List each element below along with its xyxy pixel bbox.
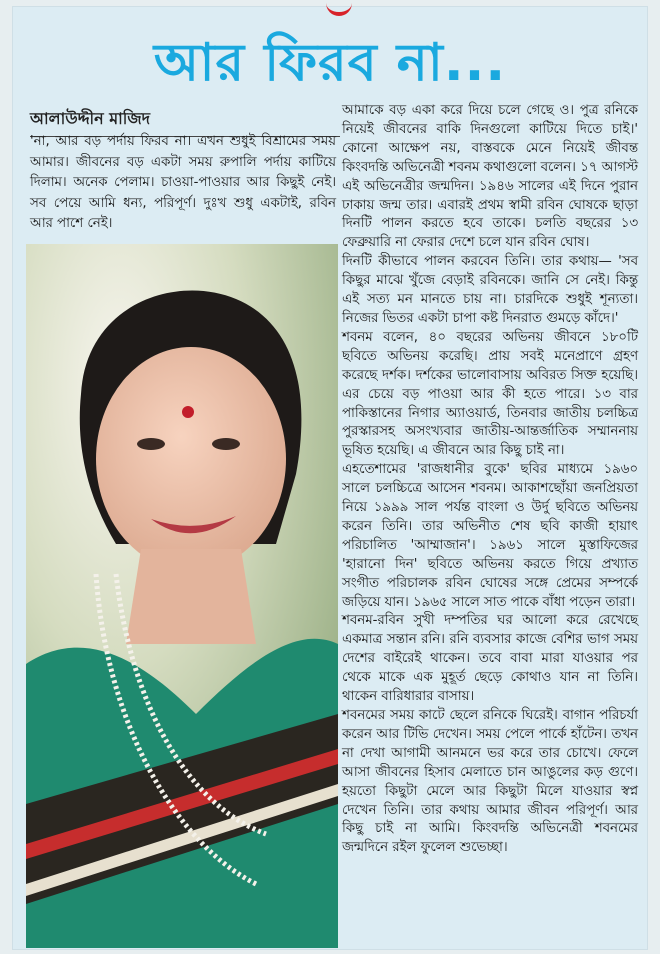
byline: আলাউদ্দীন মাজিদ <box>30 106 340 137</box>
paragraph: শবনম-রবিন সুখী দম্পতির ঘর আলো করে রেখেছে একমাত্র সন্তান রনি। রনি ব্যবসার কাজে বেশির ভাগ সময় দেশের বাইরেই থাকেন। তবে বাবা মারা যাওয়ার পর থেকে মাকে এক মুহূর্ত ছেড়ে কোথাও যান না তিনি। থাকেন বারিধারার বাসায়। <box>342 613 638 705</box>
paragraph: আমাকে বড় একা করে দিয়ে চলে গেছে ও। পুত্র রনিকে নিয়েই জীবনের বাকি দিনগুলো কাটিয়ে দিতে চাই।' কোনো আক্ষেপ নয়, বাস্তবকে মেনে নিয়েই জীবন্ত কিংবদন্তি অভিনেত্রী শবনম কথাগুলো বলেন। ১৭ আগস্ট এই অভিনেত্রীর জন্মদিন। ১৯৪৬ সালের এই দিনে পুরান ঢাকায় জন্ম তার। এবারই প্রথম স্বামী রবিন ঘোষকে ছাড়া দিনটি পালন করতে হবে তাকে। চলতি বছরের ১৩ ফেব্রুয়ারি না ফেরার দেশে চলে যান রবিন ঘোষ। <box>342 103 638 251</box>
paragraph: এহতেশামের 'রাজধানীর বুকে' ছবির মাধ্যমে ১৯৬০ সালে চলচ্চিত্রে আসেন শবনম। আকাশছোঁয়া জনপ্রিয়তা নিয়ে ১৯৯৯ সাল পর্যন্ত বাংলা ও উর্দু ছবিতে অভিনয় করেন তিনি। তার অভিনীত শেষ ছবি কাজী হায়াৎ পরিচালিত 'আম্মাজান'। ১৯৬১ সালে মুস্তাফিজের 'হারানো দিন' ছবিতে অভিনয় করতে গিয়ে প্রখ্যাত সংগীত পরিচালক রবিন ঘোষের সঙ্গে প্রেমের সম্পর্কে জড়িয়ে যান। ১৯৬৫ সালে সাত পাকে বাঁধা পড়েন তারা। <box>342 462 638 610</box>
portrait-photo-icon <box>26 244 338 948</box>
masthead-red-mark <box>326 0 352 16</box>
paragraph: শবনম বলেন, ৪০ বছরের অভিনয় জীবনে ১৮০টি ছবিতে অভিনয় করেছি। প্রায় সবই মনেপ্রাণে গ্রহণ করেছে দর্শক। দর্শকের ভালোবাসায় অবিরত সিক্ত হয়েছি। এর চেয়ে বড় পাওয়া আর কী হতে পারে। ১৩ বার পাকিস্তানের নিগার অ্যাওয়ার্ড, তিনবার জাতীয় চলচ্চিত্র পুরস্কারসহ অসংখ্যবার জাতীয়-আন্তর্জাতিক সম্মাননায় ভূষিত হয়েছি। এ জীবনে আর কিছু চাই না। <box>342 329 638 459</box>
intro-paragraph: 'না, আর বড় পর্দায় ফিরব না। এখন শুধুই বিশ্রামের সময় আমার। জীবনের বড় একটা সময় রুপালি পর্দায় কাটিয়ে দিলাম। অনেক পেলাম। চাওয়া-পাওয়ার আর কিছুই নেই। সব পেয়ে আমি ধন্য, পরিপূর্ণ। দুঃখ শুধু একটাই, রবিন আর পাশে নেই। <box>30 134 336 231</box>
headline: আর ফিরব না... <box>153 33 507 93</box>
paragraph: শবনমের সময় কাটে ছেলে রনিকে ঘিরেই। বাগান পরিচর্যা করেন আর টিভি দেখেন। সময় পেলে পার্কে হাঁটেন। তখন না দেখা আগামী আনমনে ভর করে তার চোখে। ফেলে আসা জীবনের হিসাব মেলাতে চান আঙুলের কড় গুণে। হয়তো কিছুটা মেলে আর কিছুটা মিলে যাওয়ার স্বপ্ন দেখেন তিনি। তার কথায় আমার জীবন পরিপূর্ণ। আর কিছু চাই না আমি। কিংবদন্তি অভিনেত্রী শবনমের জন্মদিনে রইল ফুলেল শুভেচ্ছা। <box>342 708 638 856</box>
article-body <box>342 102 638 858</box>
newspaper-page <box>12 6 648 950</box>
paragraph: দিনটি কীভাবে পালন করবেন তিনি। তার কথায়— 'সব কিছুর মাঝে খুঁজে বেড়াই রবিনকে। জানি সে নেই। কিন্তু এই সত্য মন মানতে চায় না। চারদিকে শুধুই শূন্যতা। নিজের ভিতর একটা চাপা কষ্ট দিনরাত গুমড়ে কাঁদে।' <box>342 254 638 326</box>
portrait-photo <box>26 244 338 948</box>
